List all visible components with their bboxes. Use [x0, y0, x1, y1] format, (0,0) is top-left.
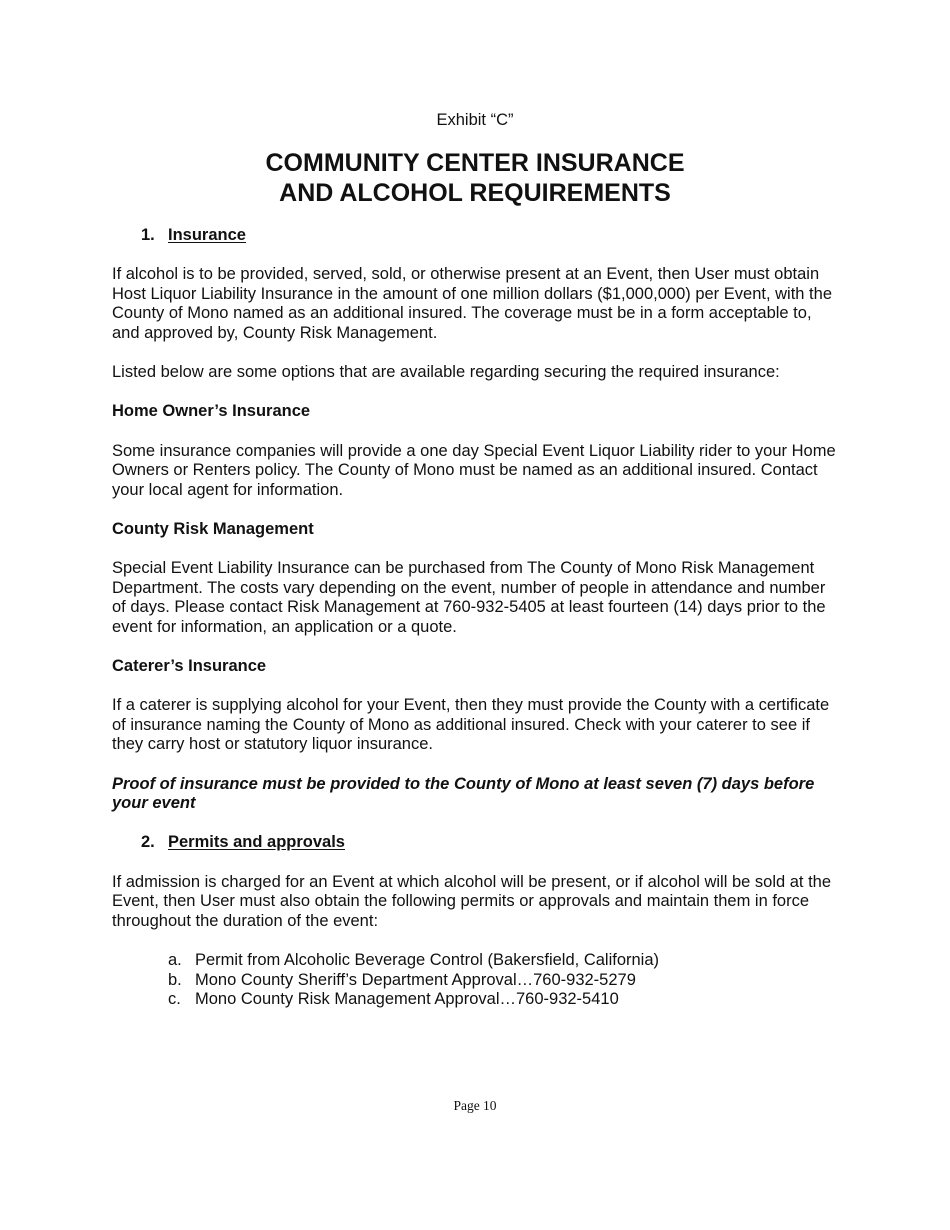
title-line-2: AND ALCOHOL REQUIREMENTS [279, 179, 671, 207]
section-2-heading [141, 833, 842, 853]
list-item-text: Permit from Alcoholic Beverage Control (Bakersfield, California) [195, 950, 660, 969]
section-1-title: Insurance [168, 226, 246, 244]
section-1-heading [141, 226, 842, 246]
home-owners-paragraph: Some insurance companies will provide a one day Special Event Liquor Liability rider to your Home Owners or Renters policy. The County of Mono must be named as an additional insured. Contact your local agent for information. [112, 441, 836, 499]
permits-intro-paragraph: If admission is charged for an Event at which alcohol will be present, or if alcohol will be sold at the Event, then User must also obtain the following permits or approvals and maintain them in force throughout the duration of the event: [112, 872, 832, 930]
risk-management-paragraph: Special Event Liability Insurance can be purchased from The County of Mono Risk Management Department. The costs vary depending on the event, number of people in attendance and number of days. Please contact Risk Management at 760-932-5405 at least fourteen (14) days prior to the event for information, an application or a quote. [112, 559, 826, 636]
list-item [168, 971, 842, 991]
list-item-text: Mono County Risk Management Approval…760-932-5410 [195, 990, 619, 1009]
section-1-number: 1. [141, 226, 155, 244]
title-line-1: COMMUNITY CENTER INSURANCE [265, 149, 685, 177]
document-title [0, 148, 950, 208]
list-item [168, 951, 842, 971]
options-intro-paragraph: Listed below are some options that are available regarding securing the required insurance: [112, 363, 780, 382]
insurance-intro-paragraph: If alcohol is to be provided, served, sold, or otherwise present at an Event, then User must obtain Host Liquor Liability Insurance in the amount of one million dollars ($1,000,000) per Event, with the County of Mono named as an additional insured. The coverage must be in a form acceptable to, and approved by, County Risk Management. [112, 265, 832, 342]
caterers-paragraph: If a caterer is supplying alcohol for your Event, then they must provide the County with a certificate of insurance naming the County of Mono as additional insured. Check with your caterer to see if they carry host or statutory liquor insurance. [112, 696, 830, 754]
section-2-title: Permits and approvals [168, 833, 345, 852]
exhibit-label: Exhibit “C” [436, 111, 514, 129]
caterers-heading: Caterer’s Insurance [112, 657, 267, 676]
risk-management-heading: County Risk Management [112, 519, 314, 538]
document-body [112, 226, 842, 1010]
list-item-letter: a. [168, 950, 182, 969]
home-owners-heading: Home Owner’s Insurance [112, 402, 311, 421]
list-item-letter: c. [168, 990, 181, 1009]
list-item-letter: b. [168, 970, 182, 989]
proof-of-insurance-notice: Proof of insurance must be provided to the County of Mono at least seven (7) days before your event [112, 774, 815, 813]
page-number: Page 10 [453, 1098, 497, 1113]
list-item [168, 990, 842, 1010]
list-item-text: Mono County Sheriff’s Department Approval…760-932-5279 [195, 970, 636, 989]
permits-list [168, 951, 842, 1010]
section-2-number: 2. [141, 833, 155, 852]
